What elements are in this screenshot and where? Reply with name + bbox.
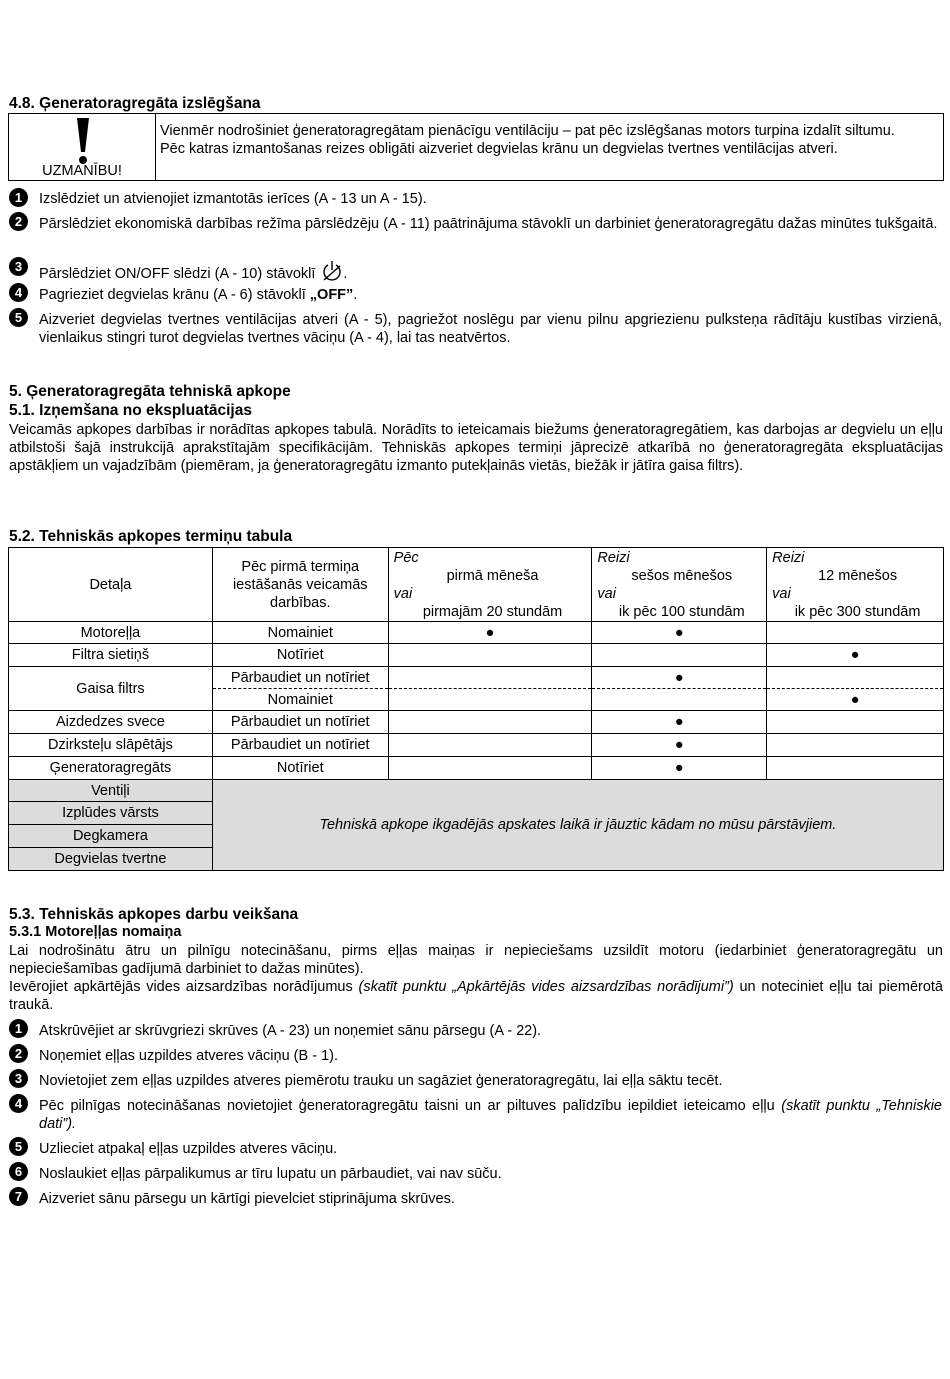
dot-mark: ● bbox=[592, 734, 767, 757]
table-row: Gaisa filtrs Pārbaudiet un notīriet ● bbox=[9, 667, 944, 689]
shutdown-step-1: Izslēdziet un atvienojiet izmantotās ierīces (A - 13 un A - 15). bbox=[39, 191, 427, 207]
oil-step-7: Aizveriet sānu pārsegu un kārtīgi pievelciet stiprinājuma skrūves. bbox=[39, 1191, 455, 1207]
header-interval-3: Reizi 12 mēnešos vai ik pēc 300 stundām bbox=[767, 548, 944, 622]
table-row: Dzirksteļu slāpētājs Pārbaudiet un notīriet ● bbox=[9, 734, 944, 757]
dot-mark: ● bbox=[767, 644, 944, 667]
step-number: 4 bbox=[9, 283, 28, 302]
header-first-term: Pēc pirmā termiņa iestāšanās veicamās darbības. bbox=[212, 548, 388, 622]
oil-step-2: Noņemiet eļļas uzpildes atveres vāciņu (B - 1). bbox=[39, 1048, 338, 1064]
oil-step-1: Atskrūvējiet ar skrūvgriezi skrūves (A - 23) un noņemiet sānu pārsegu (A - 22). bbox=[39, 1023, 542, 1039]
table-row: Nomainiet ● bbox=[9, 689, 944, 711]
paragraph-5-1: Veicamās apkopes darbības ir norādītas apkopes tabulā. Norādīts to ieteicamais biežums ģeneratoragregātiem, kas darbojas ar degvielu un eļļu atbilstoši šajā instrukcijā aprakstītajām specifikācijām. Tehniskās apkopes termiņi jāprecizē atkarībā no ģeneratoragregāta ekspluatācijas apstākļiem un vajadzībām (piemēram, ja ģeneratoragregātu izmanto putekļainās vietās, biežāk ir jātīra gaisa filtrs). bbox=[9, 422, 943, 474]
section-title-4-8: 4.8. Ģeneratoragregāta izslēgšana bbox=[9, 95, 261, 112]
paragraph-5-3-2: Ievērojiet apkārtējās vides aizsardzības norādījumus (skatīt punktu „Apkārtējās vides aizsardzības norādījumi”) un noteciniet eļļu tai piemērotā traukā. bbox=[9, 979, 943, 1013]
table-row: Filtra sietiņš Notīriet ● bbox=[9, 644, 944, 667]
step-number: 4 bbox=[9, 1094, 28, 1113]
maintenance-table bbox=[8, 547, 944, 871]
table-row: Motoreļļa Nomainiet ● ● bbox=[9, 622, 944, 644]
warning-box bbox=[8, 113, 944, 181]
table-row: Degvielas tvertne bbox=[9, 848, 944, 871]
shutdown-step-5: Aizveriet degvielas tvertnes ventilācijas atveri (A - 5), pagriežot noslēgu par vienu pilnu apgriezienu pulksteņa rādītāju kustības virzienā, vienlaikus stingri turot degvielas tvertnes vāciņu (A - 4), lai tas neatvērtos. bbox=[39, 312, 942, 346]
warning-icon-cell bbox=[9, 114, 156, 181]
table-row: Aizdedzes svece Pārbaudiet un notīriet ● bbox=[9, 711, 944, 734]
warning-text-1: Vienmēr nodrošiniet ģeneratoragregātam pienācīgu ventilāciju – pat pēc izslēgšanas motors turpina izdalīt siltumu. bbox=[160, 123, 895, 139]
table-header-row bbox=[9, 548, 944, 622]
step-number: 1 bbox=[9, 188, 28, 207]
step-number: 2 bbox=[9, 212, 28, 231]
dot-mark: ● bbox=[767, 689, 944, 711]
step-number: 5 bbox=[9, 1137, 28, 1156]
table-row: Izplūdes vārsts bbox=[9, 802, 944, 825]
section-title-5: 5. Ģeneratoragregāta tehniskā apkope bbox=[9, 383, 291, 400]
step-number: 5 bbox=[9, 308, 28, 327]
power-off-symbol-icon bbox=[321, 260, 343, 284]
header-interval-1: Pēc pirmā mēneša vai pirmajām 20 stundām bbox=[388, 548, 592, 622]
section-title-5-2: 5.2. Tehniskās apkopes termiņu tabula bbox=[9, 528, 293, 545]
step-number: 7 bbox=[9, 1187, 28, 1206]
oil-step-6: Noslaukiet eļļas pārpalikumus ar tīru lupatu un pārbaudiet, vai nav sūču. bbox=[39, 1166, 502, 1182]
exclamation-icon bbox=[73, 116, 93, 168]
oil-step-4: Pēc pilnīgas notecināšanas novietojiet ģeneratoragregātu taisni un ar piltuves palīdzību iepildiet ieteicamo eļļu (skatīt punktu „Tehniskie dati”). bbox=[39, 1098, 942, 1132]
section-title-5-3: 5.3. Tehniskās apkopes darbu veikšana bbox=[9, 906, 299, 923]
shutdown-step-4: Pagrieziet degvielas krānu (A - 6) stāvoklī „OFF”. bbox=[39, 287, 358, 303]
oil-step-5: Uzlieciet atpakaļ eļļas uzpildes atveres vāciņu. bbox=[39, 1141, 338, 1157]
warning-text-2: Pēc katras izmantošanas reizes obligāti aizveriet degvielas krānu un degvielas tvertnes ventilācijas atveri. bbox=[160, 141, 838, 157]
paragraph-5-3-1: Lai nodrošinātu ātru un pilnīgu notecināšanu, pirms eļļas maiņas ir nepieciešams uzsildīt motoru (iedarbiniet ģeneratoragregātu un nepieciešamības gadījumā darbiniet to dažas minūtes). bbox=[9, 943, 943, 977]
warning-label: UZMANĪBU! bbox=[42, 163, 122, 179]
dot-mark: ● bbox=[592, 711, 767, 734]
step-number: 1 bbox=[9, 1019, 28, 1038]
warning-text bbox=[156, 114, 944, 181]
dot-mark: ● bbox=[592, 757, 767, 780]
table-row: Ģeneratoragregāts Notīriet ● bbox=[9, 757, 944, 780]
shutdown-step-3: Pārslēdziet ON/OFF slēdzi (A - 10) stāvoklī . bbox=[39, 260, 942, 284]
dot-mark: ● bbox=[592, 622, 767, 644]
step-number: 6 bbox=[9, 1162, 28, 1181]
header-detail: Detaļa bbox=[9, 548, 213, 622]
step-number: 3 bbox=[9, 1069, 28, 1088]
table-row: Ventiļi Tehniskā apkope ikgadējās apskates laikā ir jāuztic kādam no mūsu pārstāvjiem. bbox=[9, 780, 944, 802]
annual-inspection-note: Tehniskā apkope ikgadējās apskates laikā ir jāuztic kādam no mūsu pārstāvjiem. bbox=[212, 780, 943, 871]
section-title-5-1: 5.1. Izņemšana no ekspluatācijas bbox=[9, 402, 252, 419]
step-number: 2 bbox=[9, 1044, 28, 1063]
table-row: Degkamera bbox=[9, 825, 944, 848]
shutdown-step-2: Pārslēdziet ekonomiskā darbības režīma pārslēdzēju (A - 11) paātrinājuma stāvoklī un darbiniet ģeneratoragregātu dažas minūtes tukšgaitā. bbox=[39, 216, 938, 232]
dot-mark: ● bbox=[592, 667, 767, 689]
subsection-5-3-1: 5.3.1 Motoreļļas nomaiņa bbox=[9, 924, 182, 940]
header-interval-2: Reizi sešos mēnešos vai ik pēc 100 stundām bbox=[592, 548, 767, 622]
dot-mark: ● bbox=[388, 622, 592, 644]
oil-step-3: Novietojiet zem eļļas uzpildes atveres piemērotu trauku un sagāziet ģeneratoragregātu, lai eļļa sāktu tecēt. bbox=[39, 1073, 723, 1089]
step-number: 3 bbox=[9, 257, 28, 276]
